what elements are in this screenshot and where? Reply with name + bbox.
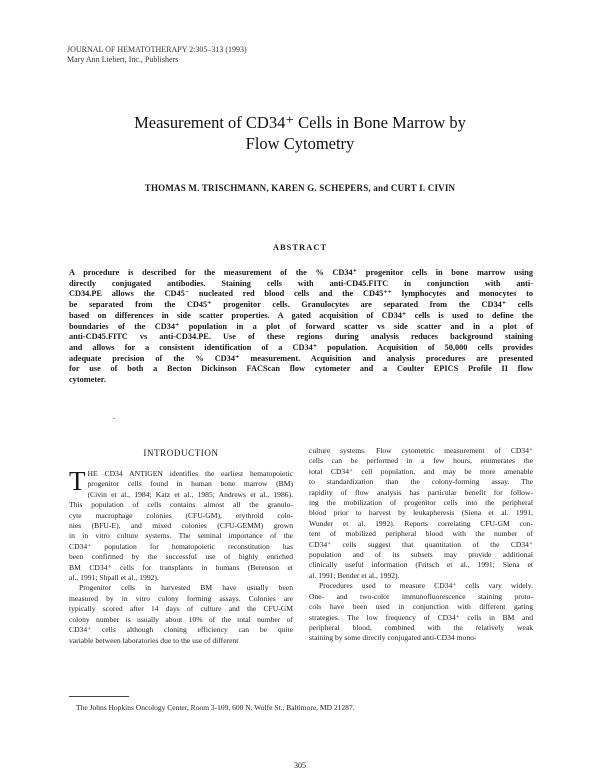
title-line-2: Flow Cytometry: [245, 134, 355, 153]
abstract-body: [69, 268, 533, 386]
text-line: blood prior to harvest by leukapheresis (Siena et al. 1991,: [309, 508, 533, 518]
text-line: peripheral blood, combined with the relatively weak: [309, 622, 533, 632]
abstract-line: boundaries of the CD34⁺ population in a plot of forward scatter vs side scatter and in a plot of: [69, 321, 533, 331]
publisher: Mary Ann Liebert, Inc., Publishers: [67, 55, 179, 64]
text-line: nies (BFU-E), and mixed colonies (CFU-GEMM) grown: [69, 521, 293, 531]
text-line: tent of mobilized peripheral blood with the number of: [309, 529, 533, 539]
journal-header: [67, 45, 247, 65]
text-line: CD34⁺ population for hematopoietic reconstitution has: [69, 541, 293, 551]
page-number: 305: [294, 761, 306, 770]
drop-cap: T: [69, 466, 86, 496]
text-line: clinically useful information (Fritsch et al., 1991; Siena et: [309, 560, 533, 570]
text-line: population and of its subsets may provide additional: [309, 550, 533, 560]
column-left: [69, 466, 293, 646]
text-line: been confirmed by the successful use of highly enriched: [69, 552, 293, 562]
journal-citation: JOURNAL OF HEMATOTHERAPY 2:305–313 (1993): [67, 45, 247, 54]
text-line: rapidity of flow analysis has particular benefit for follow-: [309, 487, 533, 497]
abstract-line: adequate precision of the % CD34⁺ measurement. Acquisition and analysis procedures are presented: [69, 353, 533, 363]
text-line: total CD34⁺ cell population, and may be more amenable: [309, 466, 533, 476]
text-line: ing the mobilization of progenitor cells into the peripheral: [309, 498, 533, 508]
text-line: HE CD34 ANTIGEN identifies the earliest hematopoietic: [87, 469, 293, 478]
text-line: BM CD34⁺ cells for transplants in humans (Berenson et: [69, 562, 293, 572]
text-line: Procedures used to measure CD34⁺ cells vary widely.: [319, 581, 533, 591]
introduction-heading: INTRODUCTION: [143, 448, 219, 458]
text-line: (Civin et al., 1984; Katz et al., 1985; Andrews et al., 1986).: [87, 489, 293, 499]
text-line: cols have been used in conjunction with different gating: [309, 602, 533, 612]
text-line: measured by in vitro colony forming assays. Colonies are: [69, 593, 293, 603]
text-line: variable between laboratories due to the use of different: [69, 635, 239, 645]
intro-paragraph-1: [69, 466, 293, 583]
text-line: progenitor cells found in human bone marrow (BM): [87, 479, 293, 489]
affiliation-footnote: The Johns Hopkins Oncology Center, Room 3-109, 600 N. Wolfe St., Baltimore, MD 21287.: [76, 703, 355, 712]
text-line: CD34⁺ cells although cloning efficiency can be quite: [69, 625, 293, 635]
text-line: CD34⁺ cells suggest that quantitation of the CD34⁺: [309, 539, 533, 549]
text-line: colony number is usually about 10% of the total number of: [69, 614, 293, 624]
abstract-line: for use of both a Becton Dickinson FACScan flow cytometer and a Coulter EPICS Profile II flow: [69, 364, 533, 374]
text-line: typically scored after 14 days of culture and the CFU-GM: [69, 604, 293, 614]
intro-paragraph-4: [309, 581, 533, 643]
text-line: al. 1991; Bender et al., 1992).: [309, 570, 400, 580]
abstract-line: be separated from the CD45⁺ progenitor cells. Granulocytes are separated from the CD34⁺ cells: [69, 300, 533, 310]
intro-paragraph-3: [309, 446, 533, 581]
abstract-line: CD34.PE allows the CD45⁻ nucleated red blood cells and the CD45⁺⁺ lymphocytes and monocytes to: [69, 289, 533, 299]
abstract-line: directly conjugated antibodies. Staining cells with anti-CD45.FITC in conjunction with anti-: [69, 278, 533, 288]
abstract-line: A procedure is described for the measurement of the % CD34⁺ progenitor cells in bone marrow using: [69, 268, 533, 277]
text-line: cells can be performed in a few hours, enumerates the: [309, 456, 533, 466]
text-line: This population of cells contains almost all the granulo-: [69, 500, 293, 510]
article-title: [0, 112, 600, 154]
text-line: staining by some directly conjugated anti-CD34 mono-: [309, 633, 477, 643]
text-line: al., 1991; Shpall et al., 1992).: [69, 573, 159, 583]
abstract-line: and allows for a consistent identification of a CD34⁺ population. Acquisition of 50,000 cells provides: [69, 342, 533, 352]
text-line: in in vitro culture systems. The seminal importance of the: [69, 531, 293, 541]
text-line: Progenitor cells in harvested BM have usually been: [79, 583, 293, 593]
text-line: One- and two-color immunofluorescence staining proto-: [309, 591, 533, 601]
abstract-line: cytometer.: [69, 375, 106, 385]
column-right: [309, 446, 533, 644]
abstract-heading: ABSTRACT: [272, 242, 328, 252]
stray-mark: .: [113, 412, 115, 421]
text-line: strategies. The low frequency of CD34⁺ cells in BM and: [309, 612, 533, 622]
title-line-1: Measurement of CD34⁺ Cells in Bone Marrow by: [134, 113, 466, 132]
footnote-rule: [69, 696, 129, 697]
text-line: cyte macrophage colonies (CFU-GM), erythroid colo-: [69, 510, 293, 520]
abstract-line: anti-CD45.FITC vs anti-CD34.PE. Use of these regions during analysis reduces background staining: [69, 332, 533, 342]
abstract-line: based on differences in side scatter properties. A gated acquisition of CD34⁺ cells is used to define the: [69, 310, 533, 320]
text-line: culture systems. Flow cytometric measurement of CD34⁺: [309, 446, 533, 455]
text-line: Wunder et al. 1992). Reports correlating CFU-GM con-: [309, 518, 533, 528]
author-list: THOMAS M. TRISCHMANN, KAREN G. SCHEPERS, and CURT I. CIVIN: [144, 183, 456, 193]
intro-paragraph-2: [69, 583, 293, 645]
text-line: to standardization than the colony-forming assay. The: [309, 477, 533, 487]
